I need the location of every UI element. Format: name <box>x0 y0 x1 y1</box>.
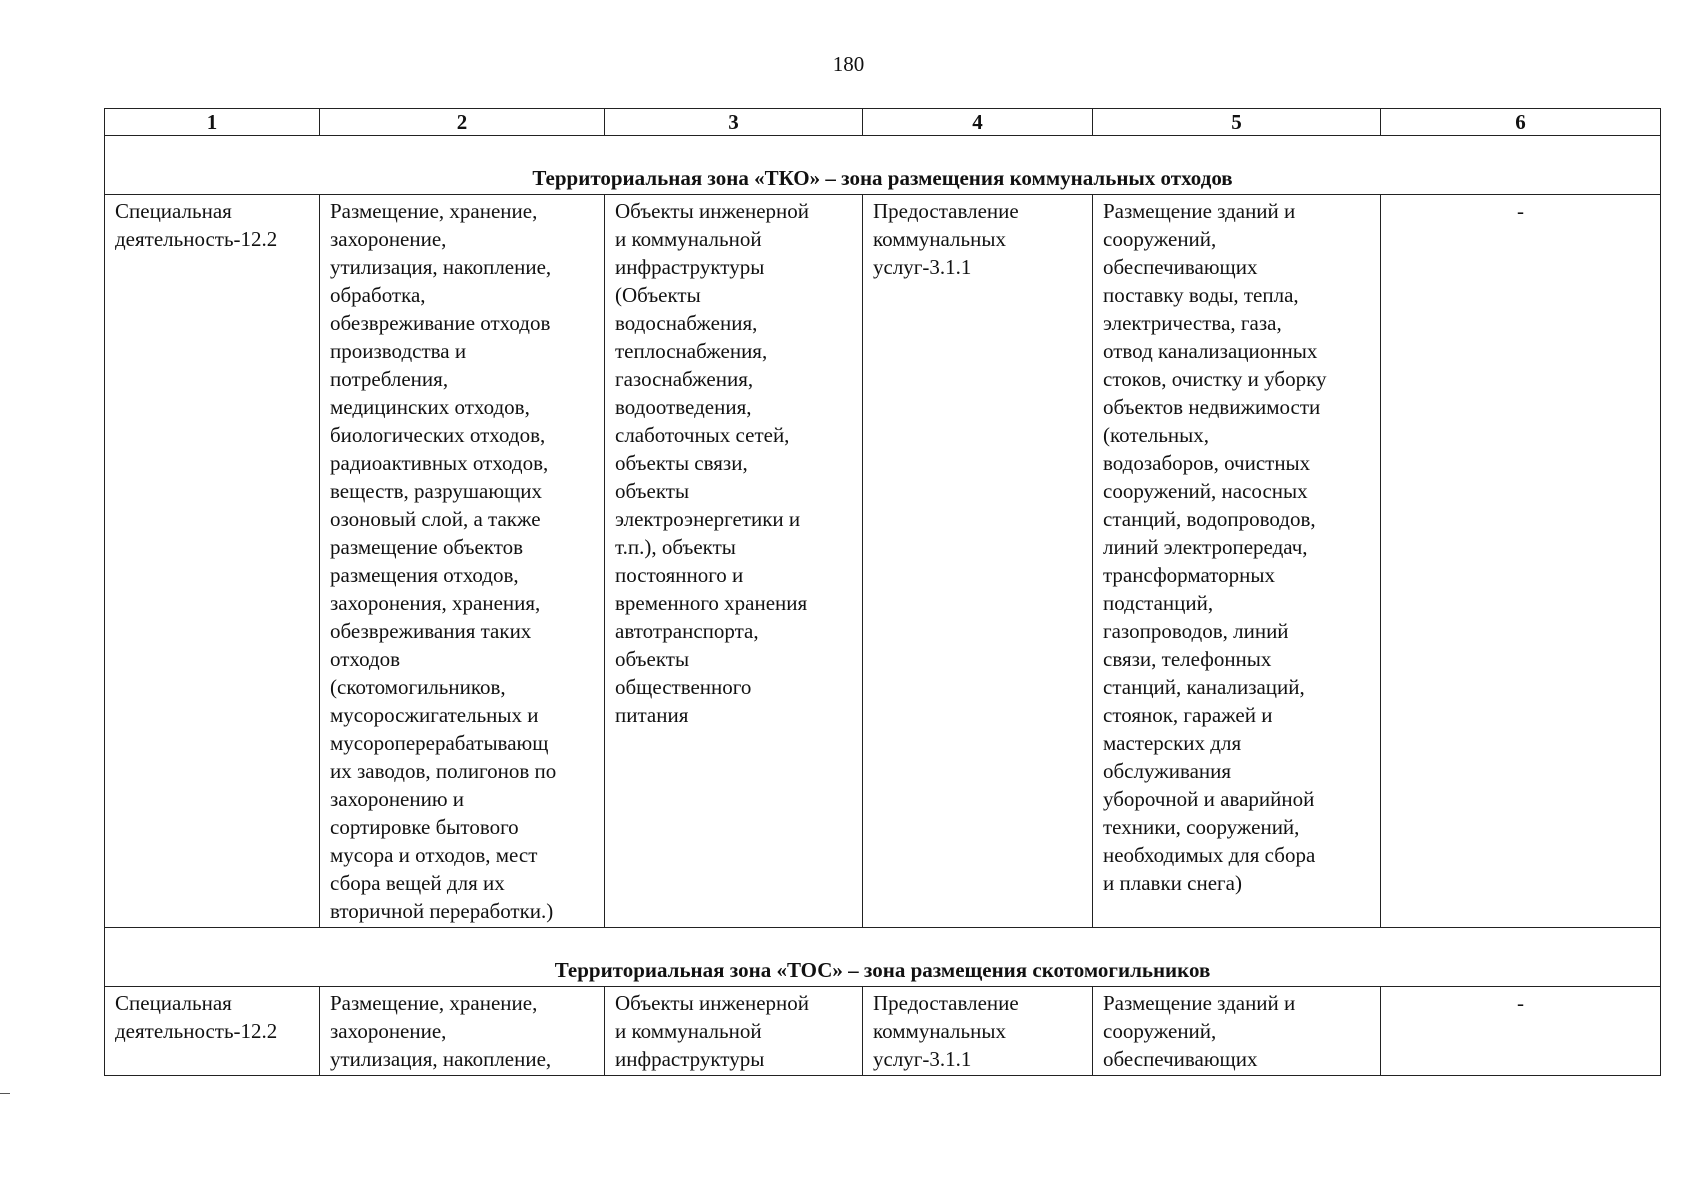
column-header-6: 6 <box>1381 109 1661 136</box>
cell-text: Специальная деятельность-12.2 <box>115 199 278 251</box>
column-header-4: 4 <box>863 109 1093 136</box>
cell-activity-description <box>320 195 605 928</box>
cell-activity-type <box>105 195 320 928</box>
zone-title-tos: Территориальная зона «ТОС» – зона размещения скотомогильников <box>105 928 1661 987</box>
cell-activity-type <box>105 987 320 1076</box>
cell-conditional-use <box>863 987 1093 1076</box>
column-header-5: 5 <box>1093 109 1381 136</box>
cell-text: Объекты инженерной и коммунальной инфраструктуры (Объекты водоснабжения, теплоснабжения, газоснабжения, водоотведения, слаботочных сетей, объекты связи, объекты электроэнергетики и т.п.), объекты постоянного и временного хранения автотранспорта, объекты общественного питания <box>615 199 810 727</box>
cell-text: Размещение зданий и сооружений, обеспечивающих <box>1103 991 1296 1071</box>
table-row <box>105 195 1661 928</box>
column-number-row <box>105 109 1661 136</box>
cell-use-description <box>1093 195 1381 928</box>
zone-title-tko: Территориальная зона «ТКО» – зона размещения коммунальных отходов <box>105 136 1661 195</box>
column-header-2: 2 <box>320 109 605 136</box>
cell-notes <box>1381 195 1661 928</box>
column-header-1: 1 <box>105 109 320 136</box>
scan-margin-mark <box>0 1093 10 1094</box>
cell-text: Размещение зданий и сооружений, обеспечивающих поставку воды, тепла, электричества, газа, отвод канализационных стоков, очистку и уборку объектов недвижимости (котельных, водозаборов, очистных сооружений, насосных станций, водопроводов, линий электропередач, трансформаторных подстанций, газопроводов, линий связи, телефонных станций, канализаций, стоянок, гаражей и мастерских для обслуживания уборочной и аварийной техники, сооружений, необходимых для сбора и плавки снега) <box>1103 199 1327 895</box>
zone-title-row <box>105 136 1661 195</box>
cell-text: - <box>1517 199 1524 223</box>
cell-text: Объекты инженерной и коммунальной инфраструктуры <box>615 991 810 1071</box>
table-row <box>105 987 1661 1076</box>
page-number: 180 <box>832 52 865 76</box>
cell-use-description <box>1093 987 1381 1076</box>
cell-text: Специальная деятельность-12.2 <box>115 991 278 1043</box>
cell-auxiliary-objects <box>605 195 863 928</box>
zone-title-row <box>105 928 1661 987</box>
cell-text: Предоставление коммунальных услуг-3.1.1 <box>873 199 1019 279</box>
zones-table <box>104 108 1661 1076</box>
cell-text: Размещение, хранение, захоронение, утилизация, накопление, <box>330 991 552 1071</box>
cell-conditional-use <box>863 195 1093 928</box>
cell-text: Размещение, хранение, захоронение, утилизация, накопление, обработка, обезвреживание отходов производства и потребления, медицинских отходов, биологических отходов, радиоактивных отходов, веществ, разрушающих озоновый слой, а также размещение объектов размещения отходов, захоронения, хранения, обезвреживания таких отходов (скотомогильников, мусоросжигательных и мусороперерабатывающ их заводов, полигонов по захоронению и сортировке бытового мусора и отходов, мест сбора вещей для их вторичной переработки.) <box>330 199 557 923</box>
cell-text: Предоставление коммунальных услуг-3.1.1 <box>873 991 1019 1071</box>
cell-notes <box>1381 987 1661 1076</box>
cell-text: - <box>1517 991 1524 1015</box>
cell-activity-description <box>320 987 605 1076</box>
cell-auxiliary-objects <box>605 987 863 1076</box>
column-header-3: 3 <box>605 109 863 136</box>
